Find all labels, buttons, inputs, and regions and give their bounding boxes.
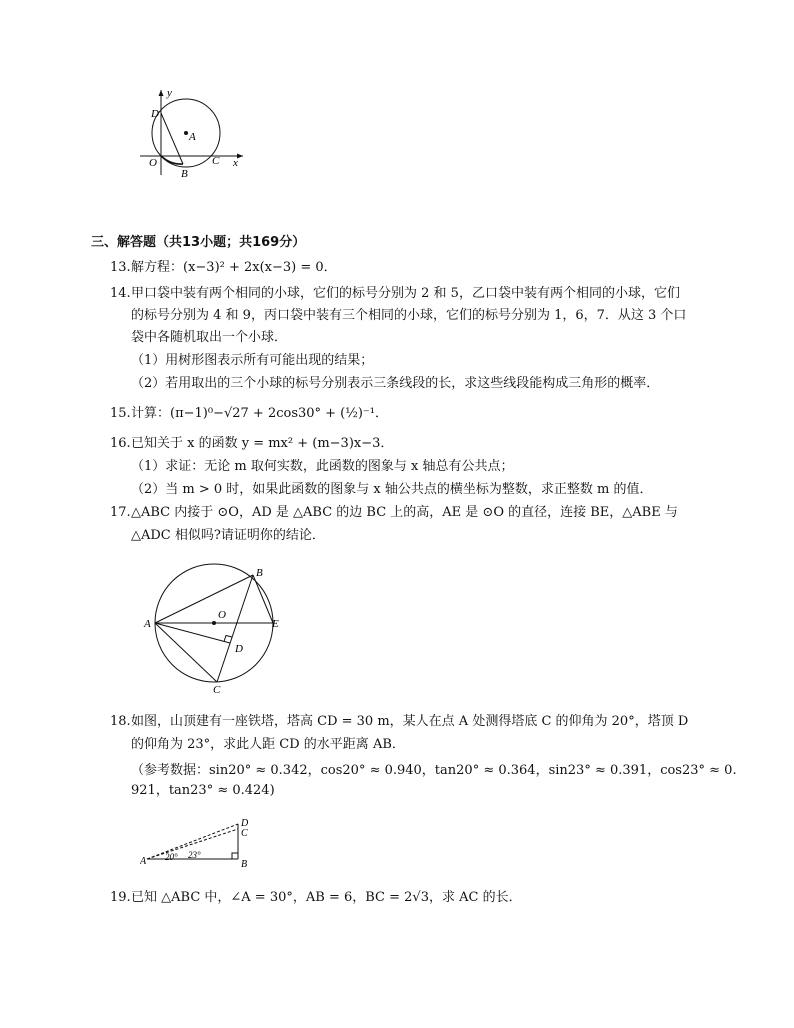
- q18-number: 18.: [110, 714, 131, 729]
- q14-line-1: 甲口袋中装有两个相同的小球，它们的标号分别为 2 和 5，乙口袋中装有两个相同的小球，它们: [131, 286, 680, 301]
- q15-number: 15.: [110, 406, 131, 421]
- q19-text: 已知 △ABC 中，∠A = 30°，AB = 6，BC = 2√3，求 AC 的长．: [131, 890, 522, 905]
- q14-number: 14.: [110, 286, 131, 301]
- q14-sub-1: （1）用树形图表示所有可能出现的结果；: [131, 353, 374, 368]
- label-C: C: [241, 828, 248, 839]
- q18-line-1: 如图，山顶建有一座铁塔，塔高 CD = 30 m，某人在点 A 处测得塔底 C 的仰角为 20°，塔顶 D: [131, 714, 689, 729]
- q14-sub-2: （2）若用取出的三个小球的标号分别表示三条线段的长，求这些线段能构成三角形的概率．: [131, 376, 660, 391]
- q17-number: 17.: [110, 505, 131, 520]
- segment-BE: [253, 575, 273, 623]
- label-B: B: [241, 859, 248, 870]
- coordinate-circle-figure: [135, 85, 250, 180]
- label-A: A: [144, 618, 151, 630]
- q16-number: 16.: [110, 436, 131, 451]
- x-axis-arrow: [237, 154, 243, 159]
- y-axis-arrow: [159, 90, 164, 96]
- q16-text: 已知关于 x 的函数 y = mx² + (m−3)x−3．: [131, 436, 394, 451]
- section-heading: 三、解答题（共13小题；共169分）: [91, 235, 306, 250]
- inscribed-triangle-figure: [140, 560, 290, 700]
- q13-number: 13.: [110, 260, 131, 275]
- q18-line-3: （参考数据：sin20° ≈ 0.342，cos20° ≈ 0.940，tan20° ≈ 0.364，sin23° ≈ 0.391，cos23° ≈ 0.: [131, 763, 737, 778]
- q17-line-1: △ABC 内接于 ⊙O，AD 是 △ABC 的边 BC 上的高，AE 是 ⊙O 的直径，连接 BE，△ABE 与: [131, 505, 678, 520]
- label-C: C: [213, 684, 221, 696]
- q14-line-3: 袋中各随机取出一个小球．: [131, 330, 288, 345]
- angle-label-20: 20°: [165, 852, 178, 862]
- center-point-A: [184, 131, 188, 135]
- q16-sub-1: （1）求证：无论 m 取何实数，此函数的图象与 x 轴总有公共点；: [131, 459, 514, 474]
- label-D: D: [151, 108, 159, 120]
- label-x: x: [233, 157, 238, 169]
- tower-elevation-figure: [140, 814, 260, 870]
- q18-line-4: 921，tan23° ≈ 0.424): [131, 783, 275, 798]
- segment-BC: [217, 575, 253, 682]
- label-B: B: [256, 567, 263, 579]
- center-point-O: [212, 621, 216, 625]
- q15-text: 计算：(π−1)⁰−√27 + 2cos30° + (½)⁻¹．: [131, 406, 389, 421]
- label-y: y: [167, 87, 172, 99]
- segment-AC: [155, 623, 217, 682]
- label-D: D: [235, 643, 243, 655]
- segment-AB: [155, 575, 253, 623]
- label-D: D: [241, 818, 249, 829]
- right-angle-mark: [232, 853, 238, 859]
- q16-sub-2: （2）当 m > 0 时，如果此函数的图象与 x 轴公共点的横坐标为整数，求正整数 m 的值．: [131, 482, 653, 497]
- label-E: E: [272, 618, 279, 630]
- label-A: A: [140, 856, 147, 867]
- label-O: O: [218, 609, 226, 621]
- q14-line-2: 的标号分别为 4 和 9，丙口袋中装有三个相同的小球，它们的标号分别为 1，6，7．从这 3 个口: [131, 308, 687, 323]
- q17-line-2: △ADC 相似吗?请证明你的结论．: [131, 528, 325, 543]
- angle-label-23: 23°: [188, 850, 201, 860]
- segment-AD: [155, 623, 230, 643]
- q18-line-2: 的仰角为 23°，求此人距 CD 的水平距离 AB．: [131, 737, 405, 752]
- q19-number: 19.: [110, 890, 131, 905]
- label-O: O: [149, 157, 157, 169]
- label-B: B: [181, 168, 188, 180]
- q13-text: 解方程：(x−3)² + 2x(x−3) = 0．: [131, 260, 337, 275]
- label-A: A: [189, 131, 196, 143]
- label-C: C: [212, 155, 220, 167]
